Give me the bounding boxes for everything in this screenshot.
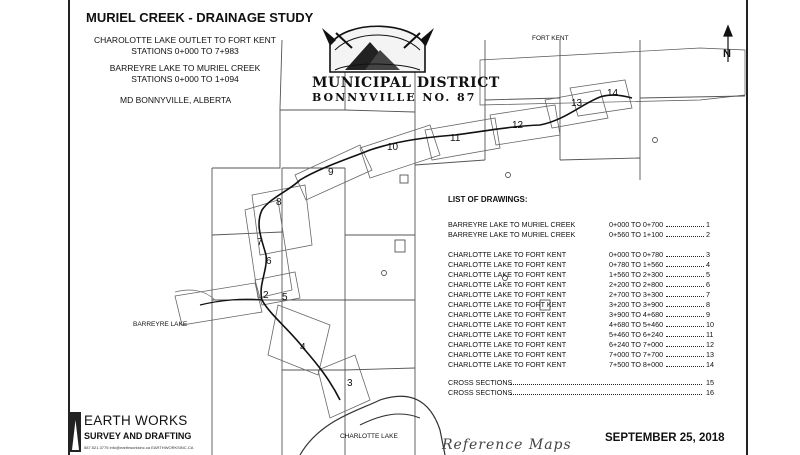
sheet-number: 9 (328, 167, 334, 178)
leader-line (666, 286, 704, 287)
drawing-page: 3 (706, 250, 710, 259)
sheet-box (490, 105, 560, 145)
outlet-route-line2: STATIONS 0+000 TO 7+983 (131, 46, 239, 56)
map-label-barreyre-lake: BARREYRE LAKE (133, 321, 188, 328)
drawing-stations: 3+200 TO 3+900 (609, 300, 664, 309)
drawing-page: 7 (706, 290, 710, 299)
leader-line (666, 346, 704, 347)
site-marker (382, 271, 387, 276)
sheet-number: 6 (266, 256, 272, 267)
sheet-box (175, 283, 262, 325)
sheet-box (268, 305, 330, 375)
sheet-number: 14 (607, 88, 619, 99)
map-label-charlotte-lake: CHARLOTTE LAKE (340, 433, 398, 440)
drawing-name: CHARLOTTE LAKE TO FORT KENT (448, 260, 567, 269)
leader-line (666, 296, 704, 297)
drawing-stations: 0+000 TO 0+780 (609, 250, 664, 259)
shore-line (360, 414, 420, 425)
drawing-row (448, 230, 718, 239)
leader-line (666, 326, 704, 327)
road-grid-line (345, 110, 415, 112)
brand-name: EARTH WORKS (84, 413, 188, 428)
cross-section-page: 16 (706, 388, 714, 397)
drawing-page: 13 (706, 350, 714, 359)
sheet-number: 3 (347, 378, 353, 389)
road-grid-line (345, 368, 415, 370)
drawing-stations: 4+680 TO 5+460 (609, 320, 664, 329)
municipal-logo-sub: BONNYVILLE NO. 87 (312, 91, 477, 104)
map-label-fort-kent: FORT KENT (532, 35, 569, 42)
location-label: MD BONNYVILLE, ALBERTA (120, 95, 232, 105)
sheet-number: 13 (571, 98, 583, 109)
drawing-page: 14 (706, 360, 714, 369)
earth-works-logo-mark (70, 412, 81, 452)
page-title: MURIEL CREEK - DRAINAGE STUDY (86, 10, 314, 25)
leader-line (666, 336, 704, 337)
drawing-name: BARREYRE LAKE TO MURIEL CREEK (448, 220, 576, 229)
leader-line (666, 306, 704, 307)
north-label: N (723, 48, 731, 60)
barreyre-route-title (90, 63, 280, 85)
drawing-name: CHARLOTTE LAKE TO FORT KENT (448, 300, 567, 309)
barreyre-route-line2: STATIONS 0+000 TO 1+094 (131, 74, 239, 84)
drawing-stations: 6+240 TO 7+000 (609, 340, 664, 349)
drawing-row (448, 300, 718, 309)
drawing-stations: 2+200 TO 2+800 (609, 280, 664, 289)
cross-section-row (448, 388, 718, 397)
handwritten-note: Reference Maps (442, 437, 572, 453)
drawing-row (448, 290, 718, 299)
drawing-page: 8 (706, 300, 710, 309)
sheet-number: 2 (263, 290, 269, 301)
drawing-name: CHARLOTTE LAKE TO FORT KENT (448, 320, 567, 329)
drawing-page: 4 (706, 260, 710, 269)
drawing-row (448, 360, 718, 369)
drawing-row (448, 220, 718, 229)
drawing-page: 5 (706, 270, 710, 279)
drawing-name: CHARLOTTE LAKE TO FORT KENT (448, 340, 567, 349)
sheet-number: 7 (257, 237, 263, 248)
leader-line (666, 266, 704, 267)
outlet-route-title (90, 35, 280, 57)
drawing-stations: 1+560 TO 2+300 (609, 270, 664, 279)
drawing-row (448, 340, 718, 349)
drawing-name: CHARLOTTE LAKE TO FORT KENT (448, 350, 567, 359)
drawing-name: CHARLOTTE LAKE TO FORT KENT (448, 330, 567, 339)
leader-line (666, 356, 704, 357)
drawing-stations: 0+780 TO 1+560 (609, 260, 664, 269)
cross-section-row (448, 378, 718, 387)
drawing-name: CHARLOTTE LAKE TO FORT KENT (448, 250, 567, 259)
drawing-name: BARREYRE LAKE TO MURIEL CREEK (448, 230, 576, 239)
road-grid-line (280, 40, 282, 108)
drawing-page: 1 (706, 220, 710, 229)
drawing-stations: 7+500 TO 8+000 (609, 360, 664, 369)
drawing-row (448, 270, 718, 279)
drawing-name: CHARLOTTE LAKE TO FORT KENT (448, 270, 567, 279)
sheet-number: 8 (276, 197, 282, 208)
sheet-number: 11 (450, 133, 461, 144)
drawing-stations: 5+460 TO 6+240 (609, 330, 664, 339)
drawing-name: CHARLOTTE LAKE TO FORT KENT (448, 280, 567, 289)
outlet-route-line1: CHAROLOTTE LAKE OUTLET TO FORT KENT (93, 35, 276, 45)
drawing-stations: 2+700 TO 3+300 (609, 290, 664, 299)
drawing-name: CHARLOTTE LAKE TO FORT KENT (448, 290, 567, 299)
drawings-list-heading: LIST OF DRAWINGS: (448, 195, 528, 204)
road-grid-line (212, 108, 280, 168)
site-marker (506, 173, 511, 178)
drawing-row (448, 320, 718, 329)
drawing-page: 11 (706, 330, 714, 339)
sheet-box (425, 118, 500, 160)
cross-section-page: 15 (706, 378, 714, 387)
drawing-row (448, 330, 718, 339)
drawing-page: 12 (706, 340, 714, 349)
municipal-logo-name: MUNICIPAL DISTRICT (312, 75, 500, 91)
parcel (400, 175, 408, 183)
barreyre-route-line1: BARREYRE LAKE TO MURIEL CREEK (109, 63, 261, 73)
drawing-page: 2 (706, 230, 710, 239)
drawing-stations: 0+000 TO 0+700 (609, 220, 664, 229)
leader-line (666, 276, 704, 277)
leader-line (666, 226, 704, 227)
drawing-row (448, 280, 718, 289)
road-grid-line (415, 160, 485, 165)
leader-line (510, 384, 702, 385)
parcel (395, 240, 405, 252)
drawing-page: 6 (706, 280, 710, 289)
drawing-row (448, 250, 718, 259)
leader-line (666, 256, 704, 257)
drawing-stations: 3+900 TO 4+680 (609, 310, 664, 319)
road-grid-line (560, 158, 640, 160)
drawing-row (448, 260, 718, 269)
site-marker (653, 138, 658, 143)
drawing-row (448, 310, 718, 319)
drawing-page: 9 (706, 310, 710, 319)
cross-section-name: CROSS SECTIONS (448, 378, 513, 387)
drawing-page: 10 (706, 320, 714, 329)
sheet-number: 4 (300, 342, 306, 353)
sheet-number: 10 (387, 142, 399, 153)
charlotte-lake-shore (300, 396, 445, 455)
municipal-logo-emblem (322, 26, 434, 72)
drawing-date: SEPTEMBER 25, 2018 (605, 432, 725, 444)
brand-contact: 587.521.3775 info@earthworksinc.ca EARTHWORKSINC.CA (84, 445, 194, 450)
leader-line (666, 316, 704, 317)
drawing-row (448, 350, 718, 359)
drawing-stations: 7+000 TO 7+700 (609, 350, 664, 359)
drawing-name: CHARLOTTE LAKE TO FORT KENT (448, 310, 567, 319)
cross-section-name: CROSS SECTIONS (448, 388, 513, 397)
leader-line (666, 236, 704, 237)
drawing-name: CHARLOTTE LAKE TO FORT KENT (448, 360, 567, 369)
sheet-box (318, 355, 370, 418)
leader-line (666, 366, 704, 367)
brand-subtitle: SURVEY AND DRAFTING (84, 431, 192, 441)
sheet-number: 12 (512, 120, 524, 131)
road-grid-line (212, 232, 282, 235)
drawing-stations: 0+560 TO 1+100 (609, 230, 664, 239)
leader-line (510, 394, 702, 395)
sheet-number: 5 (282, 292, 288, 303)
